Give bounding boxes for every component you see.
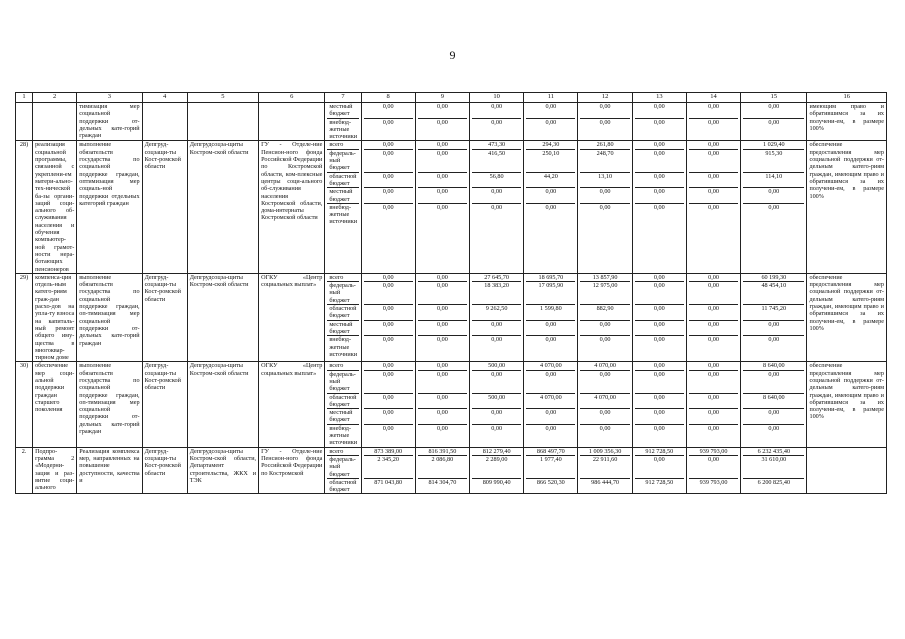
funding-value: 0,00 xyxy=(491,118,503,126)
participant: ОГКУ «Центр социальных выплат» xyxy=(259,273,325,362)
funding-value-cell xyxy=(470,362,524,447)
table-row xyxy=(16,447,887,494)
funding-value-cell xyxy=(361,273,415,362)
funding-value: 0,00 xyxy=(743,103,804,118)
funding-value: 114,10 xyxy=(743,172,804,188)
funding-value: 0,00 xyxy=(545,118,557,126)
funding-value: 4 070,00 xyxy=(526,393,575,409)
funding-value: 500,00 xyxy=(472,362,521,370)
funding-value: 0,00 xyxy=(418,362,467,370)
funding-value: 0,00 xyxy=(580,103,629,118)
funding-value: 0,00 xyxy=(653,118,665,126)
funding-value: 986 444,70 xyxy=(591,478,619,486)
funding-value: 0,00 xyxy=(708,203,719,211)
measure-description: Реализация комплекса мер, направленных на повышение доступности, качества и xyxy=(77,447,142,494)
funding-value: 8 640,00 xyxy=(743,393,804,409)
funding-value: 0,00 xyxy=(418,274,467,282)
funding-value: 0,00 xyxy=(635,172,684,188)
column-number: 3 xyxy=(77,93,142,103)
funding-value-cell xyxy=(686,447,740,494)
funding-value: 0,00 xyxy=(526,370,575,393)
funding-value-cell xyxy=(741,273,807,362)
expected-result: обеспечение предоставления мер социальной поддержки от-дельным катего-риям граждан, имеющим право и обратившимся за их получени-ем, в размере 100% xyxy=(807,362,887,447)
funding-value: 0,00 xyxy=(689,149,738,172)
funding-value-cell xyxy=(415,273,469,362)
column-number: 15 xyxy=(741,93,807,103)
funding-value: 0,00 xyxy=(418,409,467,425)
funding-value: 0,00 xyxy=(436,424,448,432)
funding-value: 0,00 xyxy=(526,409,575,425)
funding-value: 0,00 xyxy=(418,141,467,149)
activity-name: компенса-ция отдель-ным катего-риям граж-дан расхо-дов на упла-ту взноса на капиталь-ный ремонт общего иму-щества в многоквар-тирном доме xyxy=(33,273,77,362)
row-number: 29) xyxy=(16,273,33,362)
column-number: 16 xyxy=(807,93,887,103)
funding-value-cell xyxy=(578,141,632,273)
funding-source-cell xyxy=(325,273,361,362)
funding-value: 2 289,00 xyxy=(472,455,521,478)
funding-value: 0,00 xyxy=(364,305,413,321)
funding-source-cell xyxy=(325,447,361,494)
funding-value: 473,30 xyxy=(472,141,521,149)
funding-source-label: всего xyxy=(327,274,359,282)
funding-value: 0,00 xyxy=(382,118,394,126)
funding-value-cell xyxy=(686,103,740,141)
funding-value: 6 232 435,40 xyxy=(743,448,804,456)
funding-source-label: местный бюджет xyxy=(327,188,359,204)
row-number xyxy=(16,103,33,141)
funding-value: 812 279,40 xyxy=(472,448,521,456)
funding-value: 294,30 xyxy=(526,141,575,149)
funding-source-label: внебюд-жетные источники xyxy=(329,203,358,226)
funding-value: 261,80 xyxy=(580,141,629,149)
participant xyxy=(259,103,325,141)
measure-description: выполнение обязательств государства по социальной поддержке граждан, оптимизация мер социаль-ной поддержки отдельных категорий граждан xyxy=(77,141,142,273)
funding-value: 0,00 xyxy=(635,149,684,172)
funding-value: 27 645,70 xyxy=(472,274,521,282)
funding-source-cell xyxy=(325,141,361,273)
funding-value: 0,00 xyxy=(689,103,738,118)
funding-value: 0,00 xyxy=(364,320,413,336)
funding-value: 0,00 xyxy=(472,370,521,393)
funding-value: 8 640,00 xyxy=(743,362,804,370)
funding-value: 0,00 xyxy=(364,362,413,370)
funding-value: 0,00 xyxy=(364,172,413,188)
funding-value: 1 029,40 xyxy=(743,141,804,149)
funding-value-cell xyxy=(415,141,469,273)
funding-source-label: всего xyxy=(327,362,359,370)
funding-value: 60 199,30 xyxy=(743,274,804,282)
funding-value-cell xyxy=(470,447,524,494)
funding-value: 0,00 xyxy=(364,103,413,118)
funding-source-cell xyxy=(325,362,361,447)
funding-value: 0,00 xyxy=(382,424,394,432)
funding-value: 416,50 xyxy=(472,149,521,172)
funding-source-label: внебюд-жетные источники xyxy=(329,118,358,141)
expected-result: обеспечение предоставления мер социальной поддержки от-дельным катего-риям граждан, имеющим право и обратившимся за их получени-ем, в размере 100% xyxy=(807,273,887,362)
funding-value-cell xyxy=(741,362,807,447)
funding-value: 0,00 xyxy=(689,320,738,336)
funding-value: 0,00 xyxy=(436,203,448,211)
funding-value: 11 745,20 xyxy=(743,305,804,321)
program-table xyxy=(15,92,887,494)
co-executor: Депгрудсоцза-щиты Костром-ской области, Департамент строительства, ЖКХ и ТЭК xyxy=(187,447,258,494)
funding-value-cell xyxy=(741,447,807,494)
funding-value: 0,00 xyxy=(689,370,738,393)
participant: ОГКУ «Центр социальных выплат» xyxy=(259,362,325,447)
funding-value: 0,00 xyxy=(768,118,780,126)
funding-value-cell xyxy=(632,362,686,447)
funding-value: 9 262,50 xyxy=(472,305,521,321)
funding-value-cell xyxy=(632,103,686,141)
funding-value: 4 070,00 xyxy=(580,362,629,370)
table-row xyxy=(16,273,887,362)
funding-value: 0,00 xyxy=(635,393,684,409)
funding-value: 0,00 xyxy=(418,320,467,336)
funding-value: 0,00 xyxy=(599,203,611,211)
funding-value: 939 793,00 xyxy=(689,448,738,456)
funding-value: 0,00 xyxy=(418,305,467,321)
funding-value: 0,00 xyxy=(382,203,394,211)
funding-value: 0,00 xyxy=(436,118,448,126)
funding-value: 18 383,20 xyxy=(472,282,521,305)
funding-value: 0,00 xyxy=(364,141,413,149)
funding-value: 6 200 825,40 xyxy=(757,478,791,486)
funding-value: 0,00 xyxy=(491,203,503,211)
funding-value: 0,00 xyxy=(472,188,521,204)
funding-value-cell xyxy=(470,273,524,362)
funding-value: 0,00 xyxy=(364,409,413,425)
funding-value: 0,00 xyxy=(599,336,611,344)
funding-value: 2 086,80 xyxy=(418,455,467,478)
funding-source-label: местный бюджет xyxy=(327,409,359,425)
table-row xyxy=(16,362,887,447)
funding-value: 0,00 xyxy=(635,320,684,336)
funding-value: 0,00 xyxy=(708,118,719,126)
funding-value: 0,00 xyxy=(689,409,738,425)
funding-value: 0,00 xyxy=(418,103,467,118)
funding-value: 0,00 xyxy=(635,455,684,478)
funding-value: 0,00 xyxy=(418,370,467,393)
responsible-executor: Депгруд-соцзащи-ты Кост-ромской области xyxy=(142,362,187,447)
funding-source-label: внебюд-жетные источники xyxy=(329,424,358,447)
funding-value: 0,00 xyxy=(689,455,738,478)
funding-source-label: местный бюджет xyxy=(327,320,359,336)
funding-source-label: областной бюджет xyxy=(327,172,359,188)
funding-value: 0,00 xyxy=(382,336,394,344)
funding-value: 0,00 xyxy=(418,282,467,305)
funding-value: 0,00 xyxy=(635,141,684,149)
column-number: 14 xyxy=(686,93,740,103)
funding-source-label: внебюд-жетные источники xyxy=(329,336,358,358)
funding-value: 48 454,10 xyxy=(743,282,804,305)
participant: ГУ - Отделе-ние Пенсион-ного фонда Российской Федерации по Костромской xyxy=(259,447,325,494)
measure-description: выполнение обязательств государства по социальной поддержке граждан, оп-тимизация мер социальной поддержки от-дельных кате-горий граждан xyxy=(77,273,142,362)
funding-value-cell xyxy=(361,362,415,447)
funding-value: 0,00 xyxy=(653,336,665,344)
funding-value: 0,00 xyxy=(743,320,804,336)
funding-value: 0,00 xyxy=(708,424,719,432)
funding-value: 0,00 xyxy=(580,370,629,393)
funding-value: 500,00 xyxy=(472,393,521,409)
funding-value: 0,00 xyxy=(689,393,738,409)
funding-value: 0,00 xyxy=(472,103,521,118)
funding-value: 871 043,80 xyxy=(374,478,403,486)
activity-name: Подпро-грамма 2 «Модерни-зация и раз-витие соци-ального xyxy=(33,447,77,494)
funding-value: 0,00 xyxy=(418,149,467,172)
funding-value: 0,00 xyxy=(599,424,611,432)
funding-value: 915,30 xyxy=(743,149,804,172)
funding-value: 0,00 xyxy=(364,282,413,305)
table-row xyxy=(16,103,887,141)
funding-value-cell xyxy=(686,273,740,362)
funding-value: 0,00 xyxy=(689,172,738,188)
funding-value: 0,00 xyxy=(580,409,629,425)
funding-value-cell xyxy=(741,141,807,273)
page-number: 9 xyxy=(449,48,456,62)
funding-value: 0,00 xyxy=(580,188,629,204)
funding-value: 868 497,70 xyxy=(526,448,575,456)
funding-source-label: федераль-ный бюджет xyxy=(327,282,359,305)
funding-value: 0,00 xyxy=(599,118,611,126)
funding-value-cell xyxy=(524,362,578,447)
funding-value: 0,00 xyxy=(635,103,684,118)
funding-source-label: всего xyxy=(327,141,359,149)
funding-value-cell xyxy=(741,103,807,141)
column-number: 1 xyxy=(16,93,33,103)
co-executor: Депгрудсоцза-щиты Костром-ской области xyxy=(187,273,258,362)
funding-value: 13,10 xyxy=(580,172,629,188)
funding-value-cell xyxy=(578,362,632,447)
row-number: 28) xyxy=(16,141,33,273)
funding-value: 0,00 xyxy=(472,409,521,425)
funding-value: 0,00 xyxy=(635,409,684,425)
funding-value-cell xyxy=(686,141,740,273)
expected-result: имеющим право и обратившимся за их получени-ем, в размере 100% xyxy=(807,103,887,141)
column-number: 8 xyxy=(361,93,415,103)
funding-value: 0,00 xyxy=(768,336,780,344)
funding-value: 0,00 xyxy=(491,424,503,432)
activity-name: реализация социальной программы, связанной с укреплени-ем матери-ально-тех-нической ба-зы органи-заций соци-ального об-служивания населения и обучения компьютер-ной грамот-ности нера-ботающих пенсионеров xyxy=(33,141,77,273)
funding-value: 250,10 xyxy=(526,149,575,172)
funding-value: 0,00 xyxy=(689,282,738,305)
funding-value: 17 095,90 xyxy=(526,282,575,305)
funding-value: 56,80 xyxy=(472,172,521,188)
column-number: 7 xyxy=(325,93,361,103)
funding-value-cell xyxy=(524,103,578,141)
funding-value: 0,00 xyxy=(418,172,467,188)
funding-value-cell xyxy=(578,447,632,494)
funding-source-label: федераль-ный бюджет xyxy=(327,370,359,393)
funding-value: 0,00 xyxy=(364,370,413,393)
funding-value: 0,00 xyxy=(545,336,557,344)
funding-value: 866 520,30 xyxy=(536,478,565,486)
funding-value-cell xyxy=(686,362,740,447)
funding-value: 0,00 xyxy=(653,203,665,211)
funding-value: 0,00 xyxy=(580,320,629,336)
funding-value-cell xyxy=(632,141,686,273)
funding-value: 18 695,70 xyxy=(526,274,575,282)
column-number: 10 xyxy=(470,93,524,103)
funding-value: 0,00 xyxy=(689,362,738,370)
funding-value: 0,00 xyxy=(526,188,575,204)
expected-result: обеспечение предоставления мер социальной поддержки от-дельным катего-риям граждан, имеющим право и обратившимся за их получени-ем, в размере 100% xyxy=(807,141,887,273)
column-number: 2 xyxy=(33,93,77,103)
funding-value-cell xyxy=(578,273,632,362)
column-number-row xyxy=(16,93,887,103)
measure-description: выполнение обязательств государства по социальной поддержке граждан, оп-тимизация мер социальной поддержки от-дельных кате-горий граждан xyxy=(77,362,142,447)
funding-value: 912 728,50 xyxy=(635,448,684,456)
funding-value-cell xyxy=(524,273,578,362)
funding-value: 4 070,00 xyxy=(580,393,629,409)
funding-value: 0,00 xyxy=(635,362,684,370)
funding-value-cell xyxy=(361,447,415,494)
funding-value: 0,00 xyxy=(545,424,557,432)
funding-source-label: федераль-ный бюджет xyxy=(327,455,358,478)
funding-source-label: федераль-ный бюджет xyxy=(327,149,359,172)
funding-value: 873 389,00 xyxy=(364,448,413,456)
responsible-executor: Депгруд-соцзащи-ты Кост-ромской области xyxy=(142,141,187,273)
funding-value: 0,00 xyxy=(768,203,780,211)
funding-value: 0,00 xyxy=(708,336,719,344)
co-executor: Депгрудсоцза-щиты Костром-ской области xyxy=(187,141,258,273)
funding-value: 0,00 xyxy=(545,203,557,211)
funding-value-cell xyxy=(632,447,686,494)
funding-value: 814 304,70 xyxy=(428,478,457,486)
funding-value: 0,00 xyxy=(364,188,413,204)
funding-source-label: всего xyxy=(327,448,358,456)
funding-value: 0,00 xyxy=(364,274,413,282)
funding-value: 2 345,20 xyxy=(364,455,413,478)
funding-value-cell xyxy=(415,447,469,494)
funding-value-cell xyxy=(632,273,686,362)
funding-value-cell xyxy=(470,141,524,273)
funding-value-cell xyxy=(415,362,469,447)
expected-result xyxy=(807,447,887,494)
funding-value: 0,00 xyxy=(743,409,804,425)
row-number: 30) xyxy=(16,362,33,447)
column-number: 11 xyxy=(524,93,578,103)
funding-value: 0,00 xyxy=(743,188,804,204)
funding-value: 0,00 xyxy=(364,393,413,409)
funding-value: 0,00 xyxy=(436,336,448,344)
column-number: 13 xyxy=(632,93,686,103)
funding-source-label: областной бюджет xyxy=(327,305,359,321)
responsible-executor: Депгруд-соцзащи-ты Кост-ромской области xyxy=(142,447,187,494)
funding-source-label: местный бюджет xyxy=(327,103,359,118)
funding-value: 1 009 356,30 xyxy=(580,448,629,456)
funding-value: 12 975,00 xyxy=(580,282,629,305)
funding-value: 22 911,60 xyxy=(580,455,629,478)
funding-value: 0,00 xyxy=(418,393,467,409)
funding-value-cell xyxy=(524,141,578,273)
funding-value: 1 599,80 xyxy=(526,305,575,321)
column-number: 4 xyxy=(142,93,187,103)
funding-value: 0,00 xyxy=(635,282,684,305)
funding-source-label: областной бюджет xyxy=(329,478,357,494)
funding-value: 0,00 xyxy=(526,103,575,118)
funding-value: 0,00 xyxy=(689,188,738,204)
participant: ГУ - Отделе-ние Пенсион-ного фонда Российской Федерации по Костромской области, ком-плексные центры соци-ального об-служивания населения Костромской области, дома-интернаты Костромской области xyxy=(259,141,325,273)
funding-value-cell xyxy=(415,103,469,141)
funding-value: 0,00 xyxy=(491,336,503,344)
activity-name: обеспечение мер соци-альной поддержки граждан старшего поколения xyxy=(33,362,77,447)
funding-value: 939 793,00 xyxy=(699,478,728,486)
funding-value: 0,00 xyxy=(635,370,684,393)
funding-value: 0,00 xyxy=(635,274,684,282)
funding-source-cell xyxy=(325,103,361,141)
funding-value: 0,00 xyxy=(768,424,780,432)
funding-value: 0,00 xyxy=(526,320,575,336)
responsible-executor: Депгруд-соцзащи-ты Кост-ромской области xyxy=(142,273,187,362)
funding-value: 0,00 xyxy=(689,274,738,282)
funding-value: 0,00 xyxy=(418,188,467,204)
row-number: 2. xyxy=(16,447,33,494)
column-number: 6 xyxy=(259,93,325,103)
funding-value: 0,00 xyxy=(635,188,684,204)
funding-value-cell xyxy=(361,141,415,273)
funding-value-cell xyxy=(524,447,578,494)
funding-value: 0,00 xyxy=(472,320,521,336)
funding-value: 1 977,40 xyxy=(526,455,575,478)
funding-value: 0,00 xyxy=(689,141,738,149)
co-executor: Депгрудсоцза-щиты Костром-ской области xyxy=(187,362,258,447)
measure-description: тимизация мер социальной поддержки от-дельных кате-горий граждан xyxy=(77,103,142,141)
funding-value-cell xyxy=(470,103,524,141)
funding-value: 44,20 xyxy=(526,172,575,188)
funding-source-label: областной бюджет xyxy=(327,393,359,409)
funding-value: 4 070,00 xyxy=(526,362,575,370)
column-number: 12 xyxy=(578,93,632,103)
funding-value-cell xyxy=(361,103,415,141)
co-executor xyxy=(187,103,258,141)
column-number: 5 xyxy=(187,93,258,103)
funding-value: 809 990,40 xyxy=(482,478,511,486)
responsible-executor xyxy=(142,103,187,141)
funding-value: 248,70 xyxy=(580,149,629,172)
funding-value: 0,00 xyxy=(689,305,738,321)
funding-value-cell xyxy=(578,103,632,141)
funding-value: 13 857,90 xyxy=(580,274,629,282)
funding-value: 0,00 xyxy=(635,305,684,321)
funding-value: 816 391,50 xyxy=(418,448,467,456)
column-number: 9 xyxy=(415,93,469,103)
funding-value: 0,00 xyxy=(364,149,413,172)
funding-value: 912 728,50 xyxy=(645,478,674,486)
activity-name xyxy=(33,103,77,141)
table-row xyxy=(16,141,887,273)
funding-value: 0,00 xyxy=(743,370,804,393)
funding-value: 31 610,00 xyxy=(743,455,804,478)
funding-value: 882,90 xyxy=(580,305,629,321)
funding-value: 0,00 xyxy=(653,424,665,432)
